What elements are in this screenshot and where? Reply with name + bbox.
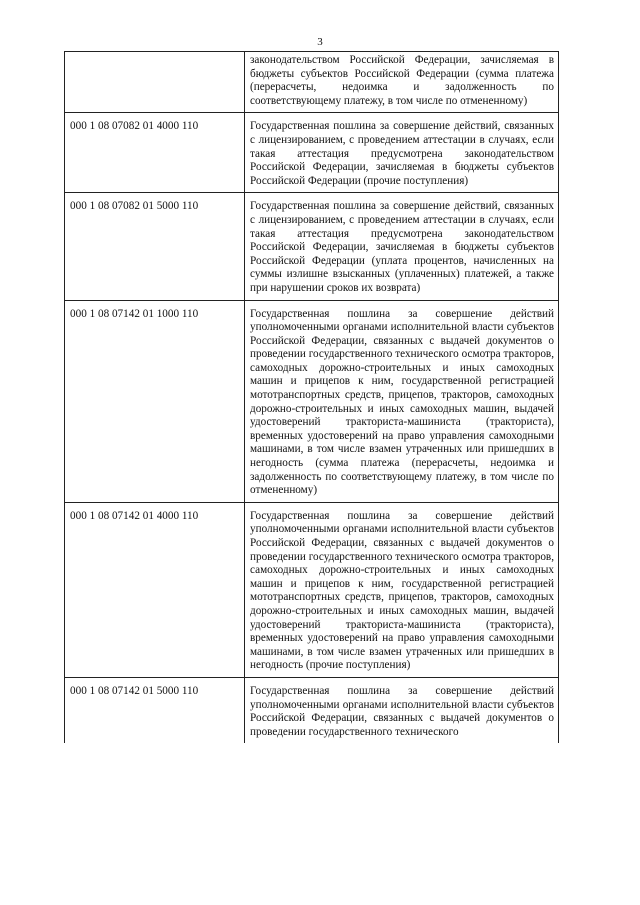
table-row (65, 52, 559, 113)
description-cell: Государственная пошлина за совершение действий уполномоченными органами исполнительной власти субъектов Российской Федерации, связанных с выдачей документов о проведении государственного технического осмотра тракторов, самоходных дорожно-строительных и иных самоходных машин и прицепов к ним, государственной регистрацией мототранспортных средств, прицепов, тракторов, самоходных дорожно-строительных и иных самоходных машин, выдачей удостоверений тракториста-машиниста (тракториста), временных удостоверений на право управления самоходными машинами, в том числе взамен утраченных или пришедших в негодность (сумма платежа (перерасчеты, недоимка и задолженность по соответствующему платежу, в том числе по отмененному) (245, 300, 559, 502)
code-cell: 000 1 08 07142 01 4000 110 (65, 502, 245, 677)
table-row (65, 193, 559, 300)
description-cell: Государственная пошлина за совершение действий уполномоченными органами исполнительной власти субъектов Российской Федерации, связанных с выдачей документов о проведении государственного технического осмотра тракторов, самоходных дорожно-строительных и иных самоходных машин и прицепов к ним, государственной регистрацией мототранспортных средств, прицепов, тракторов, самоходных дорожно-строительных и иных самоходных машин, выдачей удостоверений тракториста-машиниста (тракториста), временных удостоверений на право управления самоходными машинами, в том числе взамен утраченных или пришедших в негодность (прочие поступления) (245, 502, 559, 677)
description-cell: Государственная пошлина за совершение действий, связанных с лицензированием, с проведением аттестации в случаях, если такая аттестация предусмотрена законодательством Российской Федерации, зачисляемая в бюджеты субъектов Российской Федерации (уплата процентов, начисленных на суммы излишне взысканных (уплаченных) платежей, а также при нарушении сроков их возврата) (245, 193, 559, 300)
budget-classification-table (64, 51, 559, 743)
table-row (65, 677, 559, 743)
code-cell (65, 52, 245, 113)
code-cell: 000 1 08 07142 01 5000 110 (65, 677, 245, 743)
code-cell: 000 1 08 07082 01 5000 110 (65, 193, 245, 300)
description-cell: Государственная пошлина за совершение действий, связанных с лицензированием, с проведением аттестации в случаях, если такая аттестация предусмотрена законодательством Российской Федерации, зачисляемая в бюджеты субъектов Российской Федерации (прочие поступления) (245, 113, 559, 193)
description-cell: Государственная пошлина за совершение действий уполномоченными органами исполнительной власти субъектов Российской Федерации, связанных с выдачей документов о проведении государственного технического (245, 677, 559, 743)
table-row (65, 502, 559, 677)
page-number: 3 (317, 36, 323, 48)
description-cell: законодательством Российской Федерации, зачисляемая в бюджеты субъектов Российской Федерации (сумма платежа (перерасчеты, недоимка и задолженность по соответствующему платежу, в том числе по отмененному) (245, 52, 559, 113)
code-cell: 000 1 08 07142 01 1000 110 (65, 300, 245, 502)
table-row (65, 300, 559, 502)
table-row (65, 113, 559, 193)
code-cell: 000 1 08 07082 01 4000 110 (65, 113, 245, 193)
